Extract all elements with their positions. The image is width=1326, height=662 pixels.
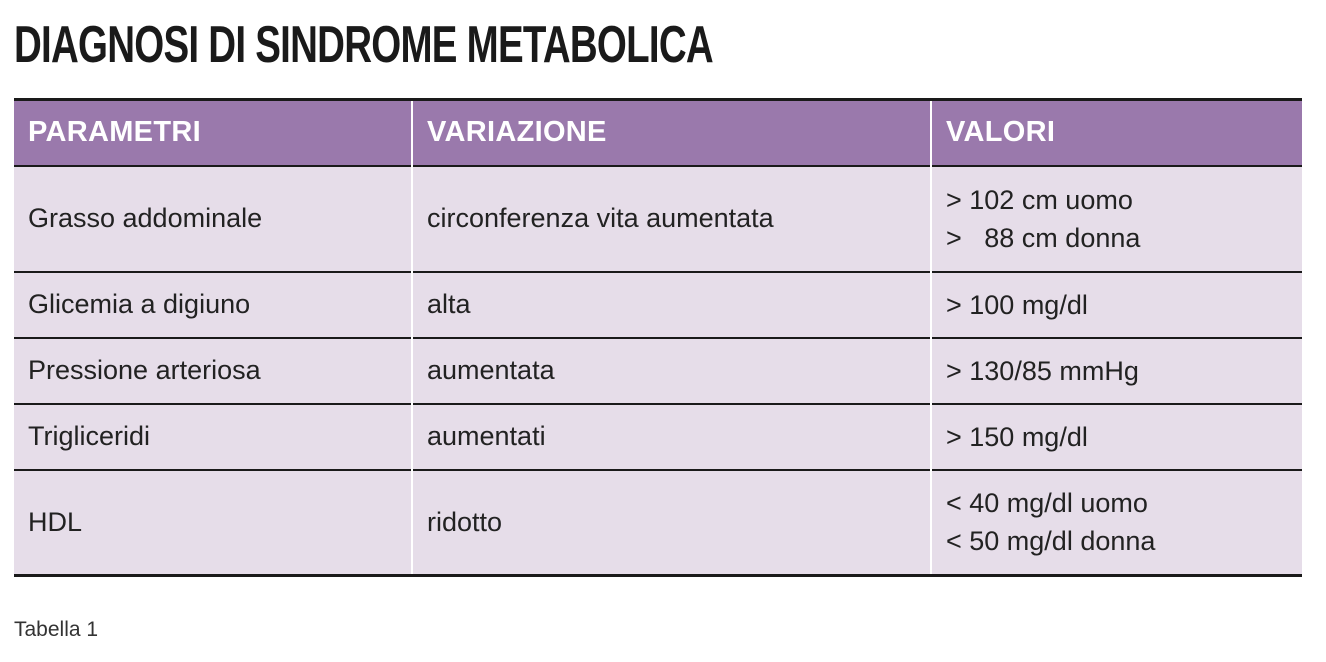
cell-parametro: Trigliceridi [14,404,412,470]
cell-variazione: aumentata [412,338,931,404]
table-row [14,272,1302,338]
table-row [14,404,1302,470]
table-caption: Tabella 1 [14,618,99,641]
cell-parametro: Pressione arteriosa [14,338,412,404]
table-row [14,470,1302,576]
header-variazione: VARIAZIONE [412,100,931,166]
valore-line: < 40 mg/dl uomo [946,488,1148,519]
valore-line: > 100 mg/dl [946,289,1088,320]
cell-parametro: HDL [14,470,412,576]
page-title: DIAGNOSI DI SINDROME METABOLICA [14,16,713,74]
table-header-row [14,100,1302,166]
cell-valori [931,404,1302,470]
table-row [14,338,1302,404]
cell-valori [931,338,1302,404]
header-valori: VALORI [931,100,1302,166]
header-parametri: PARAMETRI [14,100,412,166]
cell-valori [931,166,1302,272]
valore-line: > 150 mg/dl [946,421,1088,452]
cell-variazione: aumentati [412,404,931,470]
metabolic-syndrome-table [14,98,1302,577]
cell-valori [931,272,1302,338]
cell-parametro: Glicemia a digiuno [14,272,412,338]
cell-parametro: Grasso addominale [14,166,412,272]
cell-variazione: alta [412,272,931,338]
valore-line: > 88 cm donna [946,222,1141,253]
table-row [14,166,1302,272]
valore-line: > 130/85 mmHg [946,355,1139,386]
cell-variazione: circonferenza vita aumentata [412,166,931,272]
cell-valori [931,470,1302,576]
valore-line: < 50 mg/dl donna [946,526,1156,557]
valore-line: > 102 cm uomo [946,184,1133,215]
cell-variazione: ridotto [412,470,931,576]
